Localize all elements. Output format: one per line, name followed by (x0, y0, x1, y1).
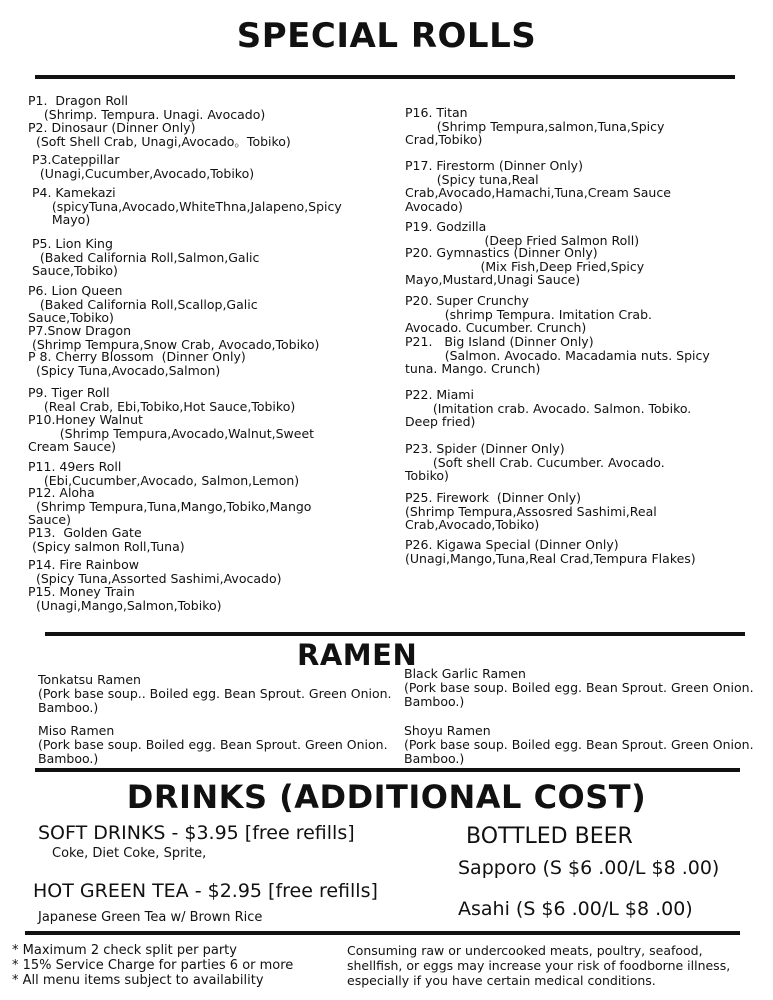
hot-green-tea-items: Japanese Green Tea w/ Brown Rice (38, 910, 263, 925)
roll-p14 (28, 558, 281, 585)
roll-desc: (Shrimp Tempura,Assosred Sashimi,Real Crab,Avocado,Tobiko) (405, 503, 657, 532)
ramen-desc: (Pork base soup. Boiled egg. Bean Sprout. Green Onion. Bamboo.) (404, 680, 754, 709)
roll-desc: (Imitation crab. Avocado. Salmon. Tobiko. Deep fried) (405, 400, 692, 429)
hot-green-tea-title: HOT GREEN TEA - $2.95 [free refills] (33, 880, 378, 902)
roll-desc: (Spicy Tuna,Assorted Sashimi,Avocado) (28, 570, 282, 586)
roll-name: P11. 49ers Roll (28, 459, 122, 474)
roll-p25 (405, 491, 657, 532)
roll-name: P4. Kamekazi (28, 185, 116, 200)
roll-name: P20. Super Crunchy (405, 293, 529, 308)
roll-p2 (28, 121, 291, 148)
footer-note-2: * 15% Service Charge for parties 6 or more (12, 958, 294, 973)
ramen-name: Tonkatsu Ramen (38, 672, 141, 687)
roll-p21 (405, 335, 710, 376)
roll-p16 (405, 106, 664, 147)
roll-name: P10.Honey Walnut (28, 412, 143, 427)
roll-desc: (Unagi,Mango,Salmon,Tobiko) (28, 597, 222, 613)
roll-desc: (Baked California Roll,Salmon,Galic Sauce,Tobiko) (31, 249, 260, 278)
roll-p26 (405, 538, 696, 565)
roll-name: P5. Lion King (28, 236, 113, 251)
roll-p3 (28, 153, 254, 180)
ramen-title: RAMEN (297, 638, 418, 672)
roll-desc: (shrimp Tempura. Imitation Crab. Avocado. Cucumber. Crunch) (405, 306, 652, 335)
roll-name: P6. Lion Queen (28, 283, 123, 298)
ramen-divider-top (45, 632, 745, 636)
roll-p20-super-crunchy (405, 294, 652, 335)
beer-asahi: Asahi (S $6 .00/L $8 .00) (458, 898, 693, 920)
roll-p1 (28, 94, 265, 121)
ramen-shoyu (404, 724, 754, 766)
roll-name: P15. Money Train (28, 584, 135, 599)
roll-name: P17. Firestorm (Dinner Only) (405, 158, 583, 173)
roll-desc: (Ebi,Cucumber,Avocado, Salmon,Lemon) (28, 472, 300, 488)
roll-p19 (405, 220, 639, 247)
roll-name: P1. Dragon Roll (28, 93, 129, 108)
footer-divider (25, 931, 740, 935)
roll-name: P13. Golden Gate (28, 525, 142, 540)
roll-desc: (Shrimp. Tempura. Unagi. Avocado) (28, 106, 266, 122)
roll-desc: (Unagi,Mango,Tuna,Real Crad,Tempura Flakes) (405, 550, 696, 566)
roll-p17 (405, 159, 671, 213)
roll-desc: (Shrimp Tempura,Avocado,Walnut,Sweet Cream Sauce) (28, 425, 315, 454)
roll-p23 (405, 442, 665, 483)
roll-p11 (28, 460, 299, 487)
roll-name: P25. Firework (Dinner Only) (405, 490, 582, 505)
roll-desc: (Real Crab, Ebi,Tobiko,Hot Sauce,Tobiko) (28, 398, 296, 414)
roll-p9 (28, 386, 295, 413)
soft-drinks-items: Coke, Diet Coke, Sprite, (52, 846, 207, 861)
ramen-black-garlic (404, 667, 754, 709)
roll-name: P21. Big Island (Dinner Only) (405, 334, 594, 349)
roll-desc: (Spicy salmon Roll,Tuna) (28, 538, 185, 554)
roll-desc: (Soft shell Crab. Cucumber. Avocado. Tobiko) (405, 454, 665, 483)
roll-name: P7.Snow Dragon (28, 323, 132, 338)
roll-desc: (spicyTuna,Avocado,WhiteThna,Jalapeno,Spicy Mayo) (51, 198, 342, 227)
roll-p4 (28, 186, 342, 227)
roll-name: P12. Aloha (28, 485, 95, 500)
roll-desc: (Spicy tuna,Real Crab,Avocado,Hamachi,Tuna,Cream Sauce Avocado) (405, 171, 671, 214)
roll-desc: (Unagi,Cucumber,Avocado,Tobiko) (28, 165, 255, 181)
roll-desc: (Baked California Roll,Scallop,Galic Sauce,Tobiko) (28, 296, 258, 325)
ramen-miso (38, 724, 388, 766)
footer-note-1: * Maximum 2 check split per party (12, 943, 237, 958)
roll-name: P2. Dinosaur (Dinner Only) (28, 120, 196, 135)
roll-name: P20. Gymnastics (Dinner Only) (405, 245, 598, 260)
drinks-title: DRINKS (ADDITIONAL COST) (126, 778, 647, 816)
roll-name: P23. Spider (Dinner Only) (405, 441, 565, 456)
ramen-desc: (Pork base soup.. Boiled egg. Bean Sprout. Green Onion. Bamboo.) (38, 686, 392, 715)
food-safety-warning: Consuming raw or undercooked meats, poultry, seafood, shellfish, or eggs may increase your risk of foodborne illness, especially if you have certain medical conditions. (347, 943, 731, 988)
roll-p12 (28, 486, 311, 527)
title-divider (35, 75, 735, 79)
bottled-beer-title: BOTTLED BEER (466, 824, 633, 849)
roll-p10 (28, 413, 314, 454)
roll-name: P14. Fire Rainbow (28, 557, 139, 572)
roll-desc: (Salmon. Avocado. Macadamia nuts. Spicy tuna. Mango. Crunch) (405, 347, 710, 376)
footer-note-3: * All menu items subject to availability (12, 973, 264, 988)
roll-desc: (Shrimp Tempura,salmon,Tuna,Spicy Crad,Tobiko) (405, 118, 665, 147)
roll-name: P16. Titan (405, 105, 468, 120)
soft-drinks-title: SOFT DRINKS - $3.95 [free refills] (38, 822, 355, 844)
drinks-divider-top (35, 768, 740, 772)
roll-desc: (Shrimp Tempura,Tuna,Mango,Tobiko,Mango Sauce) (28, 498, 312, 527)
roll-p7 (28, 324, 319, 351)
special-rolls-title: SPECIAL ROLLS (236, 16, 537, 56)
roll-name: P3.Cateppillar (28, 152, 120, 167)
roll-p22 (405, 388, 691, 429)
beer-sapporo: Sapporo (S $6 .00/L $8 .00) (458, 857, 720, 879)
ramen-desc: (Pork base soup. Boiled egg. Bean Sprout. Green Onion. Bamboo.) (38, 737, 388, 766)
roll-name: P26. Kigawa Special (Dinner Only) (405, 537, 619, 552)
ramen-name: Miso Ramen (38, 723, 115, 738)
roll-p5 (28, 237, 259, 278)
roll-desc: (Deep Fried Salmon Roll) (405, 232, 640, 248)
roll-name: P9. Tiger Roll (28, 385, 110, 400)
roll-p20-gymnastics (405, 246, 644, 287)
roll-name: P 8. Cherry Blossom (Dinner Only) (28, 349, 246, 364)
roll-p8 (28, 350, 246, 377)
roll-desc: (Soft Shell Crab, Unagi,Avocado。Tobiko) (28, 133, 291, 149)
ramen-tonkatsu (38, 673, 392, 715)
ramen-name: Shoyu Ramen (404, 723, 491, 738)
roll-p15 (28, 585, 222, 612)
roll-desc: (Mix Fish,Deep Fried,Spicy Mayo,Mustard,Unagi Sauce) (405, 258, 645, 287)
roll-p13 (28, 526, 185, 553)
ramen-name: Black Garlic Ramen (404, 666, 526, 681)
roll-name: P22. Miami (405, 387, 474, 402)
roll-desc: (Spicy Tuna,Avocado,Salmon) (28, 362, 221, 378)
roll-name: P19. Godzilla (405, 219, 487, 234)
ramen-desc: (Pork base soup. Boiled egg. Bean Sprout. Green Onion. Bamboo.) (404, 737, 754, 766)
roll-p6 (28, 284, 258, 325)
roll-desc: (Shrimp Tempura,Snow Crab, Avocado,Tobiko) (28, 336, 320, 352)
